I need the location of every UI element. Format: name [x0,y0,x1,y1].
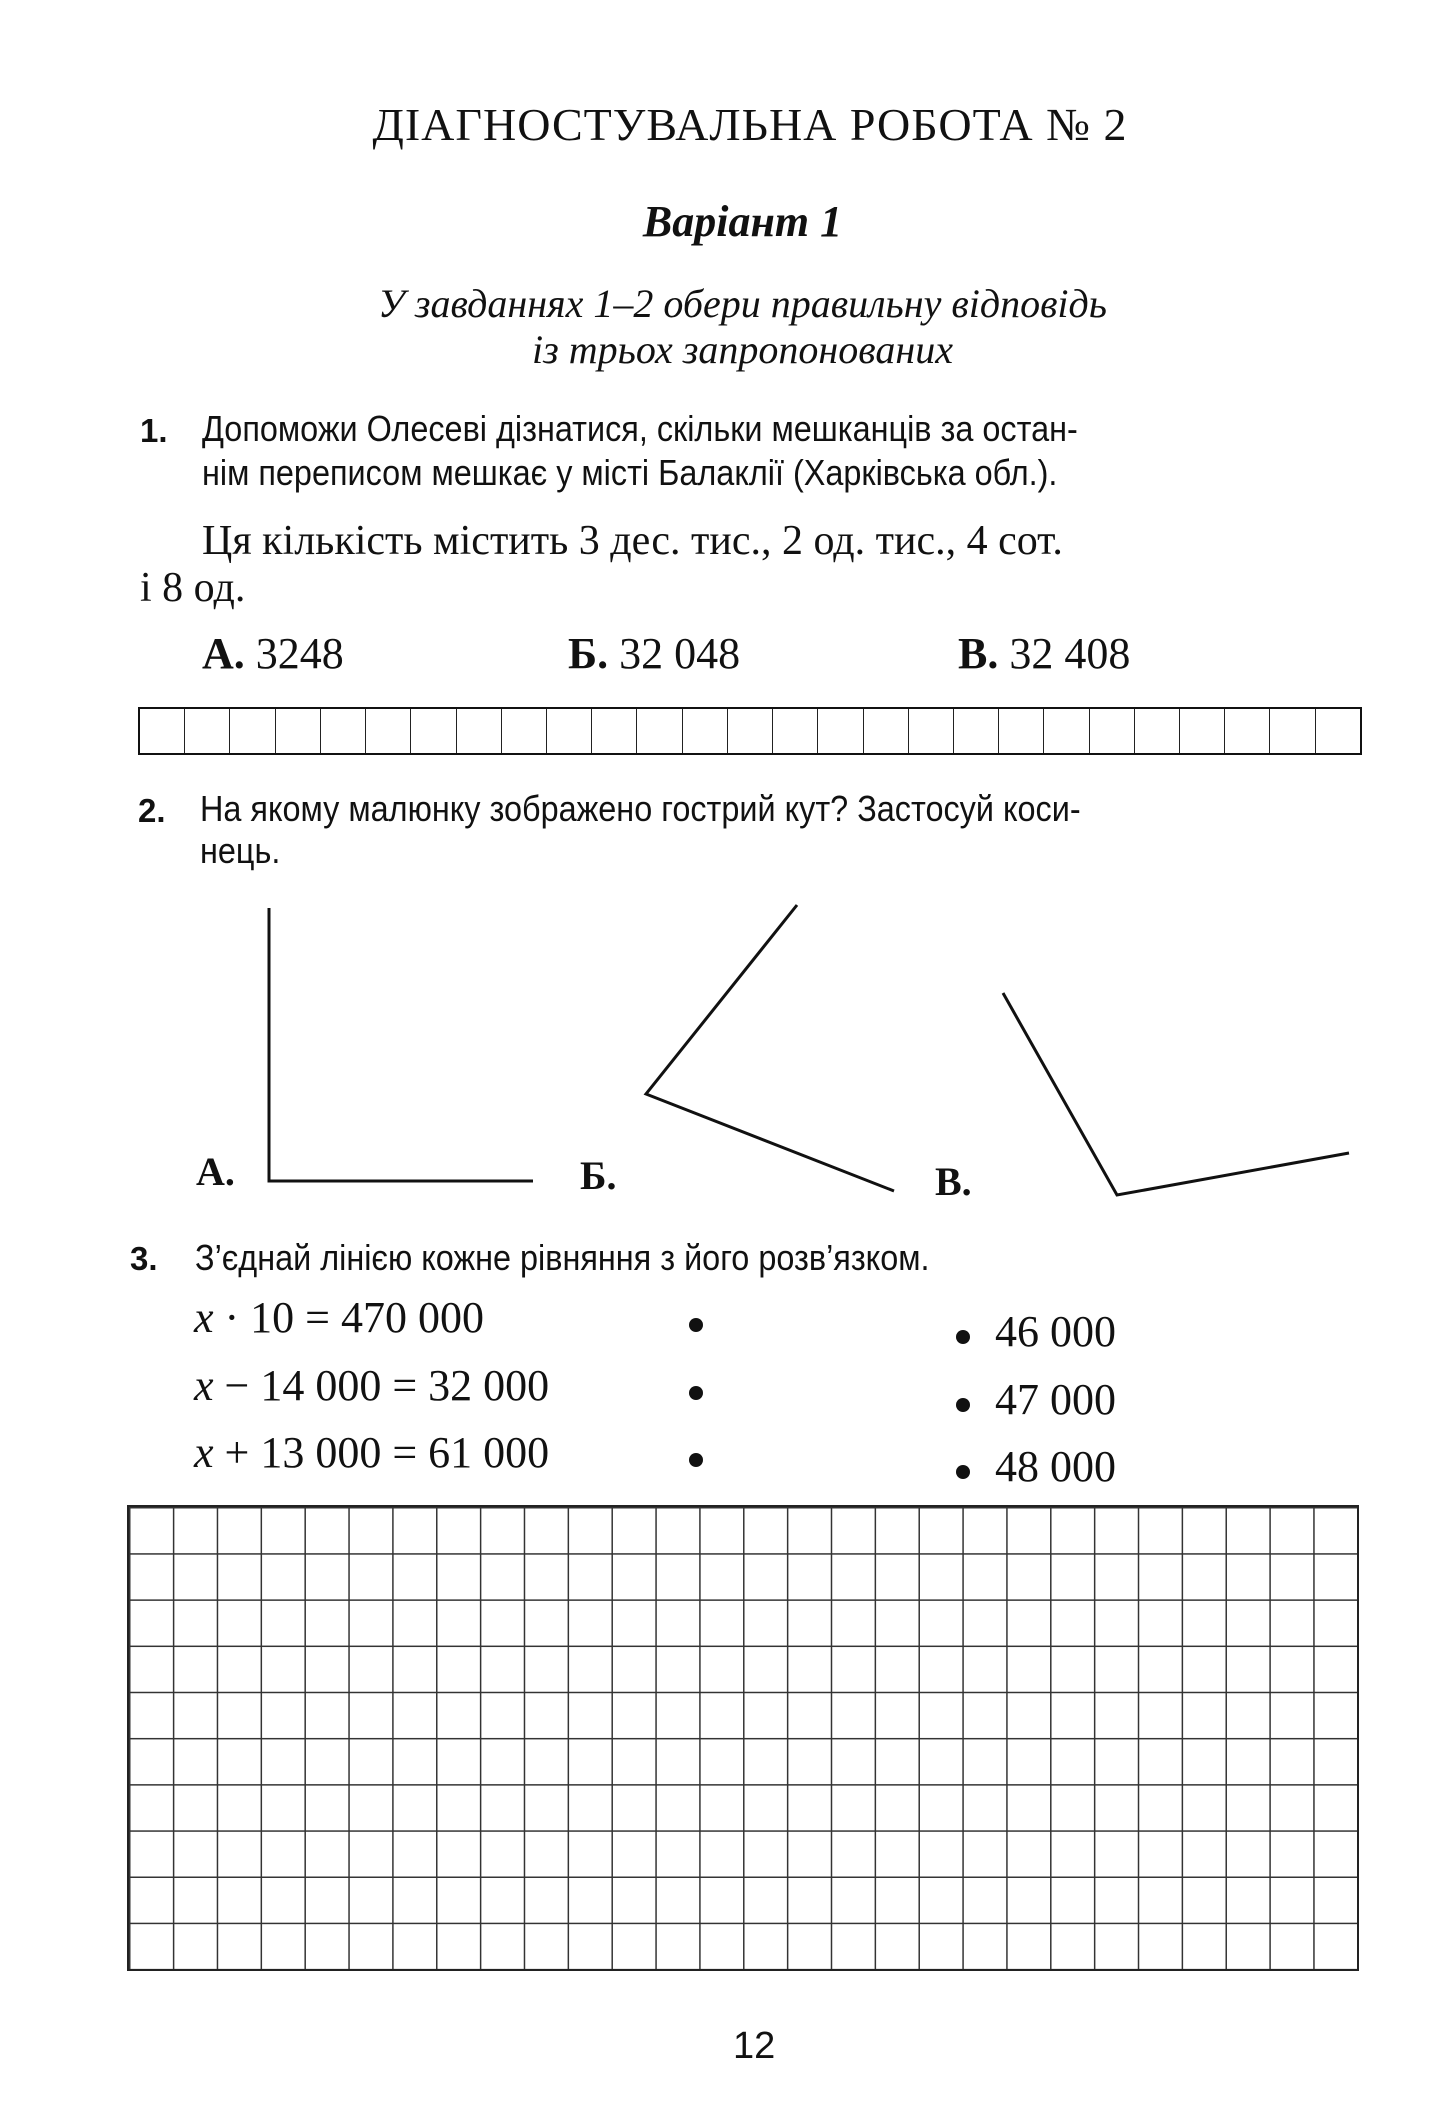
equation-3-dot[interactable] [689,1453,703,1467]
solution-2-dot[interactable] [956,1398,970,1412]
option-value: 3248 [255,629,344,678]
option-value: 32 408 [1009,629,1131,678]
equation-2: x − 14 000 = 32 000 [194,1361,550,1410]
task-3-text: З’єднай лінією кожне рівняння з його розв’язком. [195,1237,930,1278]
task-2-number: 2. [138,792,166,829]
option-letter: Б. [568,629,609,678]
task-1-number: 1. [140,412,168,449]
task-3-number: 3. [130,1240,158,1277]
equation-3: x + 13 000 = 61 000 [194,1428,550,1477]
option-letter: А. [202,629,245,678]
solution-1: 46 000 [995,1307,1116,1356]
angle-a [269,908,533,1181]
task-1-statement-line-2: і 8 од. [140,565,246,611]
option-letter: В. [958,629,999,678]
solution-3-dot[interactable] [956,1465,970,1479]
page-title: ДІАГНОСТУВАЛЬНА РОБОТА № 2 [372,99,1128,150]
variant-heading: Варіант 1 [642,197,843,246]
angle-b-label: Б. [580,1153,617,1198]
working-grid[interactable] [127,1505,1359,1971]
equation-1-dot[interactable] [689,1318,703,1332]
solution-2: 47 000 [995,1375,1116,1424]
angle-b [646,905,894,1191]
equation-1: x · 10 = 470 000 [194,1293,484,1342]
angle-c-label: В. [935,1159,972,1204]
solution-1-dot[interactable] [956,1330,970,1344]
page-number: 12 [733,2025,776,2067]
option-value: 32 048 [619,629,741,678]
instruction-line-2: із трьох запропонованих [532,327,953,372]
solution-3: 48 000 [995,1442,1116,1491]
task-1-statement-line-1: Ця кількість містить 3 дес. тис., 2 од. тис., 4 сот. [202,518,1063,564]
task-1-text-line-1: Допоможи Олесеві дізнатися, скільки мешканців за остан- [202,408,1078,449]
angle-a-label: А. [196,1149,235,1194]
angle-c [1003,993,1349,1195]
instruction-line-1: У завданнях 1–2 обери правильну відповідь [378,281,1107,326]
equation-2-dot[interactable] [689,1386,703,1400]
task-2-text-line-2: нець. [200,830,281,871]
task-1-text-line-2: нім переписом мешкає у місті Балаклії (Харківська обл.). [202,452,1058,493]
task-2-text-line-1: На якому малюнку зображено гострий кут? Застосуй коси- [200,788,1081,829]
